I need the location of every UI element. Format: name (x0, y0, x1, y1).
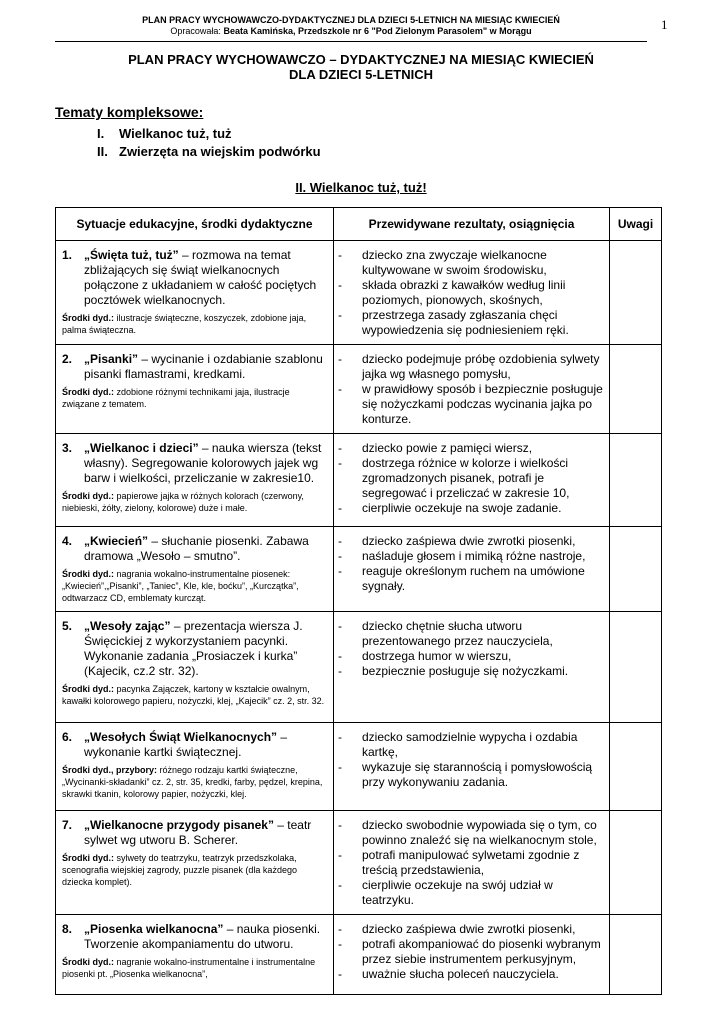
activity-title: „Wesoły zając” (84, 619, 171, 633)
result-text: dziecko zna zwyczaje wielkanocne kultywowane w swoim środowisku, (362, 248, 547, 277)
means-text: papierowe jajka w różnych kolorach (czerwony, niebieski, żółty, zielony, kolorowe) duże i małe. (62, 491, 304, 513)
result-text: składa obrazki z kawałków według linii poziomych, pionowych, skośnych, (362, 278, 566, 307)
activity-main (56, 915, 333, 952)
means-label: Środki dyd., przybory: (62, 765, 158, 775)
table-header-row (56, 208, 662, 241)
activity-text (84, 619, 327, 679)
activity-title: „Święta tuż, tuż” (84, 248, 179, 262)
table-row (56, 811, 662, 915)
dash-bullet: - (338, 760, 342, 774)
means-label: Środki dyd.: (62, 853, 115, 863)
result-text: dziecko swobodnie wypowiada się o tym, co powinno znaleźć się na wielkanocnym stole, (362, 818, 597, 847)
result-item (338, 456, 605, 501)
result-text: dziecko chętnie słucha utworu prezentowanego przez nauczyciela, (362, 619, 553, 648)
activity-number: 5. (62, 619, 73, 633)
activity-number: 3. (62, 441, 73, 455)
activity-description: – nauka piosenki. Tworzenie akompaniamentu do utworu. (84, 922, 321, 951)
activity-number: 1. (62, 248, 73, 262)
means-text: ilustracje świąteczne, koszyczek, zdobione jaja, palma świąteczna. (62, 313, 307, 335)
result-item (338, 248, 605, 278)
result-text: reaguje określonym ruchem na umówione sygnały. (362, 564, 585, 593)
results-list (334, 345, 609, 433)
result-item (338, 619, 605, 649)
activity-main (56, 612, 333, 679)
result-item (338, 937, 605, 967)
result-text: dziecko samodzielnie wypycha i ozdabia kartkę, (362, 730, 578, 759)
plan-table (55, 207, 662, 995)
activity-title: „Wielkanocne przygody pisanek” (84, 818, 274, 832)
result-text: dostrzega humor w wierszu, (362, 649, 512, 663)
dash-bullet: - (338, 730, 342, 744)
results-cell (334, 811, 610, 915)
column-header-activities: Sytuacje edukacyjne, środki dydaktyczne (56, 208, 334, 241)
activity-description: – słuchanie piosenki. Zabawa dramowa „Wesoło – smutno”. (84, 534, 309, 563)
dash-bullet: - (338, 501, 342, 515)
results-list (334, 241, 609, 344)
dash-bullet: - (338, 441, 342, 455)
activity-cell (56, 612, 334, 723)
dash-bullet: - (338, 278, 342, 292)
result-text: dziecko zaśpiewa dwie zwrotki piosenki, (362, 922, 576, 936)
activity-main (56, 527, 333, 564)
result-text: dziecko zaśpiewa dwie zwrotki piosenki, (362, 534, 576, 548)
results-list (334, 527, 609, 600)
result-item (338, 730, 605, 760)
dash-bullet: - (338, 456, 342, 470)
results-cell (334, 915, 610, 995)
table-row (56, 345, 662, 434)
page-number: 1 (661, 17, 668, 32)
dash-bullet: - (338, 352, 342, 366)
activity-title: „Piosenka wielkanocna” (84, 922, 224, 936)
activity-cell (56, 241, 334, 345)
activity-text (84, 922, 327, 952)
means-text: różnego rodzaju kartki świąteczne, „Wycinanki-składanki” cz. 2, str. 35, kredki, farby, pędzel, krepina, skrawki tkanin, kolorowy papier, nożyczki, klej. (62, 765, 323, 799)
result-item (338, 308, 605, 338)
table-body (56, 241, 662, 995)
result-item (338, 664, 605, 679)
result-item (338, 848, 605, 878)
activity-number: 2. (62, 352, 73, 366)
means-text: nagrania wokalno-instrumentalne piosenek: „Kwiecień”,„Pisanki”, „Taniec”, Kle, kle, boćku”, „Kurczątka”, odtwarzacz CD, emblematy kurcząt. (62, 569, 299, 603)
activity-text (84, 248, 327, 308)
dash-bullet: - (338, 922, 342, 936)
results-list (334, 811, 609, 914)
result-item (338, 967, 605, 982)
result-text: wykazuje się starannością i pomysłowością przy wykonywaniu zadania. (362, 760, 593, 789)
result-item (338, 922, 605, 937)
result-text: potrafi manipulować sylwetami zgodnie z treścią przedstawienia, (362, 848, 580, 877)
activity-text (84, 818, 327, 848)
header-author-prefix: Opracowała: (170, 26, 221, 36)
notes-cell (610, 434, 662, 527)
dash-bullet: - (338, 619, 342, 633)
topics-list (97, 125, 321, 161)
header-divider (55, 41, 647, 42)
result-text: naśladuje głosem i mimiką różne nastroje, (362, 549, 586, 563)
activity-main (56, 345, 333, 382)
activity-main (56, 811, 333, 848)
activity-means (56, 952, 333, 986)
result-item (338, 760, 605, 790)
activity-number: 4. (62, 534, 73, 548)
header-title: PLAN PRACY WYCHOWAWCZO-DYDAKTYCZNEJ DLA DZIECI 5-LETNICH NA MIESIĄC KWIECIEŃ (142, 15, 560, 25)
results-cell (334, 241, 610, 345)
results-cell (334, 527, 610, 612)
activity-cell (56, 434, 334, 527)
activity-means (56, 308, 333, 342)
topic-item (97, 143, 321, 161)
activity-number: 8. (62, 922, 73, 936)
dash-bullet: - (338, 664, 342, 678)
activity-description: – rozmowa na temat zbliżających się świąt wielkanocnych połączone z układaniem w całość pociętych pocztówek wielkanocnych. (84, 248, 317, 307)
notes-cell (610, 345, 662, 434)
result-text: w prawidłowy sposób i bezpiecznie posługuje się nożyczkami podczas wycinania jajka po konturze. (362, 382, 603, 426)
activity-text (84, 730, 327, 760)
means-label: Środki dyd.: (62, 387, 115, 397)
dash-bullet: - (338, 382, 342, 396)
column-header-results: Przewidywane rezultaty, osiągnięcia (334, 208, 610, 241)
activity-main (56, 723, 333, 760)
result-item (338, 501, 605, 516)
dash-bullet: - (338, 649, 342, 663)
result-item (338, 818, 605, 848)
document-title-line1: PLAN PRACY WYCHOWAWCZO – DYDAKTYCZNEJ NA MIESIĄC KWIECIEŃ (128, 52, 594, 67)
result-text: dziecko podejmuje próbę ozdobienia sylwety jajka wg własnego pomysłu, (362, 352, 600, 381)
activity-main (56, 241, 333, 308)
activity-means (56, 848, 333, 894)
activity-text (84, 441, 327, 486)
dash-bullet: - (338, 967, 342, 981)
activity-cell (56, 915, 334, 995)
activity-means (56, 564, 333, 610)
results-list (334, 723, 609, 796)
means-label: Środki dyd.: (62, 569, 115, 579)
result-item (338, 534, 605, 549)
dash-bullet: - (338, 818, 342, 832)
activity-cell (56, 345, 334, 434)
dash-bullet: - (338, 534, 342, 548)
activity-description: – nauka wiersza (tekst własny). Segregowanie kolorowych jajek wg barw i wielkości, przeliczanie w zakresie10. (84, 441, 322, 485)
dash-bullet: - (338, 248, 342, 262)
results-cell (334, 723, 610, 811)
result-text: przestrzega zasady zgłaszania chęci wypowiedzenia się podniesieniem ręki. (362, 308, 569, 337)
dash-bullet: - (338, 848, 342, 862)
activity-description: – teatr sylwet wg utworu B. Scherer. (84, 818, 312, 847)
column-header-notes: Uwagi (610, 208, 662, 241)
activity-title: „Kwiecień” (84, 534, 149, 548)
activity-number: 6. (62, 730, 73, 744)
means-text: pacynka Zajączek, kartony w kształcie owalnym, kawałki kolorowego papieru, nożyczki, klej, „Kajecik” cz. 2, str. 32. (62, 684, 325, 706)
results-list (334, 915, 609, 988)
dash-bullet: - (338, 549, 342, 563)
means-label: Środki dyd.: (62, 684, 115, 694)
result-text: cierpliwie oczekuje na swoje zadanie. (362, 501, 562, 515)
result-item (338, 382, 605, 427)
activity-means (56, 760, 333, 806)
notes-cell (610, 811, 662, 915)
result-text: bezpiecznie posługuje się nożyczkami. (362, 664, 569, 678)
activity-cell (56, 723, 334, 811)
dash-bullet: - (338, 878, 342, 892)
result-item (338, 352, 605, 382)
notes-cell (610, 527, 662, 612)
topic-number: II. (97, 144, 108, 159)
means-text: zdobione różnymi technikami jaja, ilustracje związane z tematem. (62, 387, 290, 409)
means-text: nagranie wokalno-instrumentalne i instrumentalne piosenki pt. „Piosenka wielkanocna”, (62, 957, 316, 979)
results-cell (334, 434, 610, 527)
results-list (334, 612, 609, 685)
topic-text: Wielkanoc tuż, tuż (119, 126, 232, 141)
document-title-line2: DLA DZIECI 5-LETNICH (289, 67, 433, 82)
activity-title: „Wesołych Świąt Wielkanocnych” (84, 730, 278, 744)
table-row (56, 915, 662, 995)
activity-number: 7. (62, 818, 73, 832)
activity-means (56, 382, 333, 416)
dash-bullet: - (338, 308, 342, 322)
topic-number: I. (97, 126, 105, 141)
dash-bullet: - (338, 937, 342, 951)
result-item (338, 441, 605, 456)
result-item (338, 564, 605, 594)
means-label: Środki dyd.: (62, 491, 115, 501)
means-label: Środki dyd.: (62, 957, 115, 967)
notes-cell (610, 915, 662, 995)
result-text: dziecko powie z pamięci wiersz, (362, 441, 533, 455)
results-list (334, 434, 609, 522)
dash-bullet: - (338, 564, 342, 578)
topic-text: Zwierzęta na wiejskim podwórku (119, 144, 321, 159)
result-text: uważnie słucha poleceń nauczyciela. (362, 967, 559, 981)
activity-description: – wycinanie i ozdabianie szablonu pisanki flamastrami, kredkami. (84, 352, 323, 381)
activity-means (56, 679, 333, 713)
topics-label: Tematy kompleksowe: (55, 104, 204, 120)
means-label: Środki dyd.: (62, 313, 115, 323)
results-cell (334, 345, 610, 434)
result-item (338, 278, 605, 308)
table-row (56, 612, 662, 723)
running-header (55, 15, 647, 37)
result-item (338, 649, 605, 664)
document-title (55, 52, 667, 82)
means-text: sylwety do teatrzyku, teatrzyk przedszkolaka, scenografia wiejskiej zagrody, puzzle pisanek (dla każdego dziecka komplet). (62, 853, 297, 887)
table-row (56, 434, 662, 527)
header-author-line (55, 26, 647, 37)
activity-title: „Wielkanoc i dzieci” (84, 441, 199, 455)
result-text: potrafi akompaniować do piosenki wybranym przez siebie instrumentem perkusyjnym, (362, 937, 601, 966)
activity-description: – prezentacja wiersza J. Święcickiej z wykorzystaniem pacynki. Wykonanie zadania „Prosiaczek i kurka” (Kajecik, cz.2 str. 32). (84, 619, 303, 678)
activity-means (56, 486, 333, 520)
result-item (338, 549, 605, 564)
header-author: Beata Kamińska, Przedszkole nr 6 "Pod Zielonym Parasolem" w Morągu (223, 26, 532, 36)
section-title: II. Wielkanoc tuż, tuż! (295, 180, 427, 195)
activity-description: – wykonanie kartki świątecznej. (84, 730, 288, 759)
activity-main (56, 434, 333, 486)
activity-text (84, 352, 327, 382)
table-row (56, 723, 662, 811)
result-text: cierpliwie oczekuje na swój udział w teatrzyku. (362, 878, 553, 907)
result-text: dostrzega różnice w kolorze i wielkości zgromadzonych pisanek, potrafi je segregować i przeliczać w zakresie 10, (362, 456, 570, 500)
notes-cell (610, 723, 662, 811)
table-row (56, 241, 662, 345)
activity-cell (56, 527, 334, 612)
activity-text (84, 534, 327, 564)
activity-cell (56, 811, 334, 915)
topic-item (97, 125, 321, 143)
results-cell (334, 612, 610, 723)
activity-title: „Pisanki” (84, 352, 139, 366)
notes-cell (610, 612, 662, 723)
notes-cell (610, 241, 662, 345)
result-item (338, 878, 605, 908)
table-row (56, 527, 662, 612)
